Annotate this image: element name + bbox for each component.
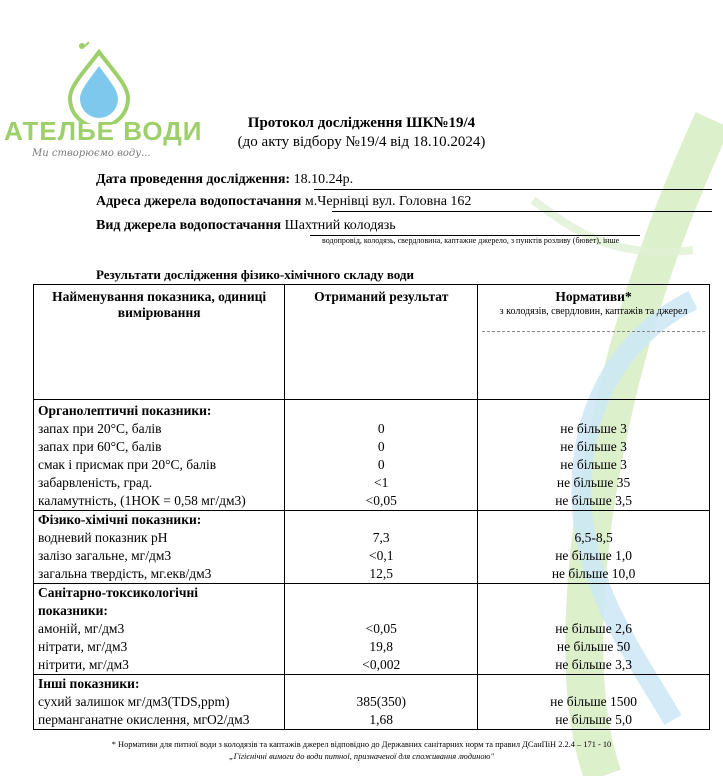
section-title: Інші показники: [34,675,285,694]
cell-name: запах при 20°С, балів [34,420,285,438]
cell-name: амоній, мг/дм3 [34,620,285,638]
cell-result: 7,3 [285,529,478,547]
footnote-line-2: „Гігієнічні вимоги до води питної, призначеної для споживання людиною" [229,752,494,761]
cell-norm: не більше 10,0 [478,565,710,584]
results-table [33,284,710,730]
table-row [34,438,710,456]
col-header-result: Отриманий результат [285,285,478,400]
water-drop-icon [4,34,174,124]
cell-norm: не більше 50 [478,638,710,656]
cell-norm: не більше 1,0 [478,547,710,565]
cell-result: <0,05 [285,620,478,638]
date-value: 18.10.24р. [290,172,354,187]
logo-slogan: Ми створюємо воду... [32,148,151,159]
section-header-row [34,400,710,421]
cell-result: 0 [285,420,478,438]
table-row [34,529,710,547]
source-row [96,218,712,234]
cell-result: 0 [285,456,478,474]
protocol-subtitle: (до акту відбору №19/4 від 18.10.2024) [237,134,486,150]
cell-norm: не більше 3,5 [478,492,710,511]
cell-norm: не більше 3 [478,420,710,438]
results-title: Результати дослідження фізико-хімічного складу води [96,267,414,282]
section-title: Санітарно-токсикологічні показники: [34,584,285,621]
footnote-line-1: * Нормативи для питної води з колодязів та каптажів джерел відповідно до Державних санітарних норм та правил ДСанПіН 2.2.4 – 171 - 10 [111,740,612,749]
section-header-row [34,511,710,530]
cell-norm: не більше 3 [478,438,710,456]
cell-name: забарвленість, град. [34,474,285,492]
cell-norm: 6,5-8,5 [478,529,710,547]
cell-result: <1 [285,474,478,492]
logo-name: АТЕЛЬЕ ВОДИ [4,116,203,146]
cell-name: каламутність, (1НОК = 0,58 мг/дм3) [34,492,285,511]
cell-name: нітрати, мг/дм3 [34,638,285,656]
cell-norm: не більше 1500 [478,693,710,711]
source-value: Шахтний колодязь [281,218,396,233]
cell-name: смак і присмак при 20°С, балів [34,456,285,474]
cell-result: <0,05 [285,492,478,511]
cell-name: залізо загальне, мг/дм3 [34,547,285,565]
table-row [34,420,710,438]
table-row [34,565,710,584]
col-header-name: Найменування показника, одиниці вимірювання [34,285,285,400]
section-title: Фізико-хімічні показники: [34,511,285,530]
table-row [34,638,710,656]
cell-result: 12,5 [285,565,478,584]
date-row [96,172,712,188]
source-label: Вид джерела водопостачання [96,218,282,233]
cell-norm: не більше 5,0 [478,711,710,730]
cell-norm: не більше 3 [478,456,710,474]
table-row [34,492,710,511]
table-row [34,547,710,565]
address-label: Адреса джерела водопостачання [96,194,302,209]
cell-name: перманганатне окислення, мгО2/дм3 [34,711,285,730]
cell-name: водневий показник рН [34,529,285,547]
cell-norm: не більше 3,3 [478,656,710,675]
address-value: м.Чернівці вул. Головна 162 [301,194,472,209]
section-header-row [34,584,710,621]
table-row [34,456,710,474]
table-header-row [34,285,710,400]
cell-result: <0,002 [285,656,478,675]
address-row [96,194,712,210]
cell-result: 1,68 [285,711,478,730]
cell-name: запах при 60°С, балів [34,438,285,456]
cell-result: 0 [285,438,478,456]
table-row [34,474,710,492]
cell-name: загальна твердість, мг.екв/дм3 [34,565,285,584]
table-row [34,693,710,711]
section-header-row [34,675,710,694]
protocol-title: Протокол дослідження ШК№19/4 [247,115,476,131]
date-label: Дата проведення дослідження: [96,172,291,187]
section-title: Органолептичні показники: [34,400,285,421]
cell-norm: не більше 35 [478,474,710,492]
cell-result: 19,8 [285,638,478,656]
cell-norm: не більше 2,6 [478,620,710,638]
cell-result: <0,1 [285,547,478,565]
cell-name: нітрити, мг/дм3 [34,656,285,675]
table-row [34,656,710,675]
table-row [34,620,710,638]
cell-result: 385(350) [285,693,478,711]
source-hint: водопровід, колодязь, свердловина, каптажне джерело, з пунктів розливу (бювет), інше [322,236,620,245]
col-header-norm: Нормативи* з колодязів, свердловин, каптажів та джерел [478,285,710,400]
cell-name: сухий залишок мг/дм3(TDS,ppm) [34,693,285,711]
table-row [34,711,710,730]
